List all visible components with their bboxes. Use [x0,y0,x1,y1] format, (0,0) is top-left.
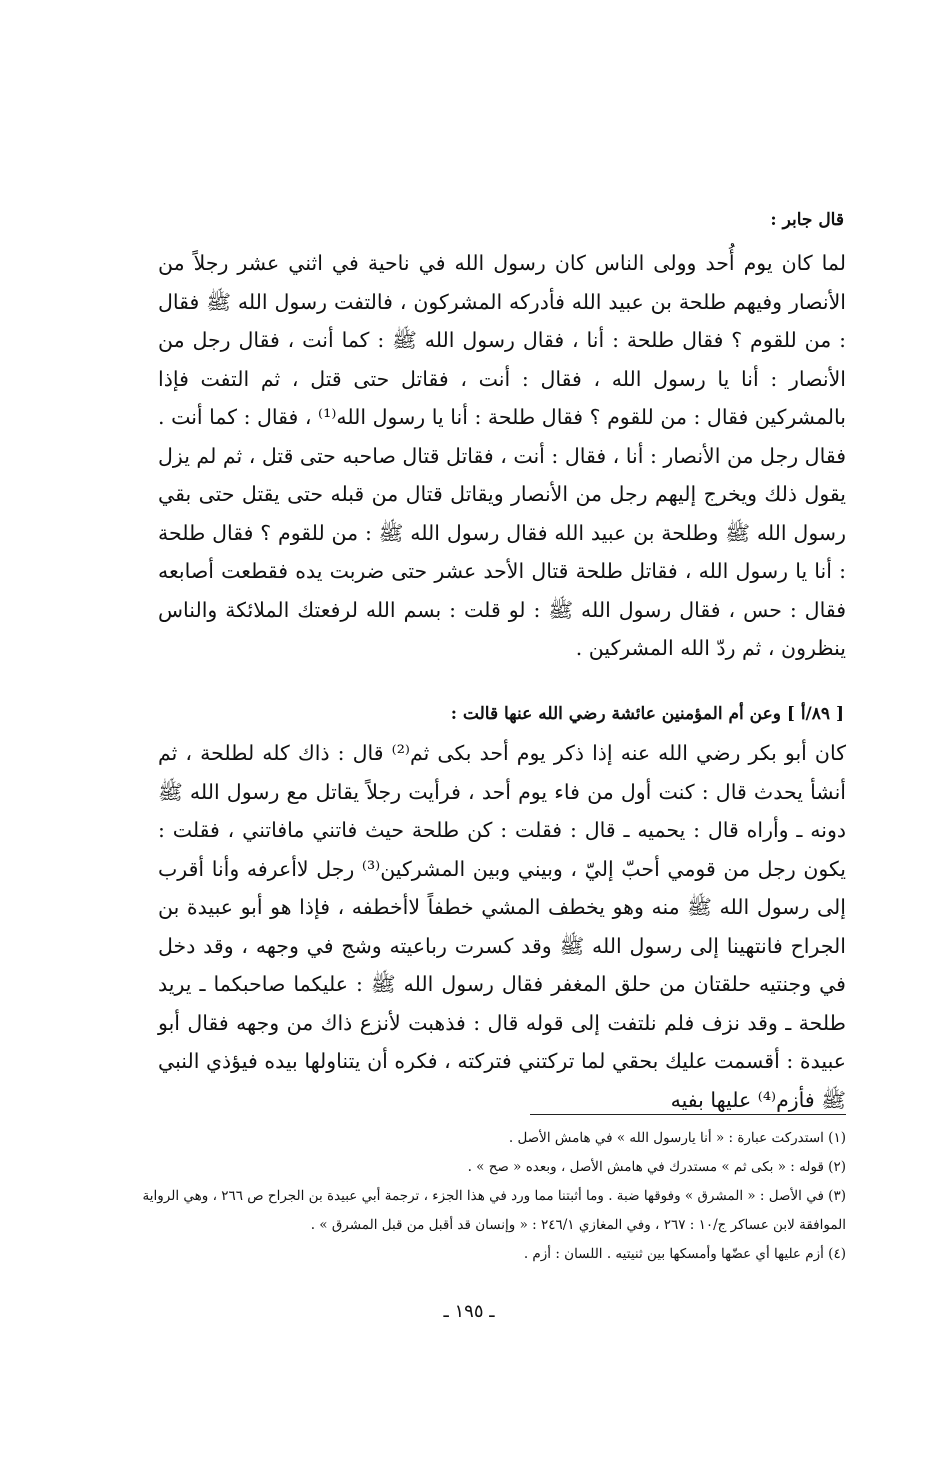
page-number: ـ ١٩٥ ـ [443,1301,495,1322]
main-text-block-2 [158,734,846,1119]
footnote-separator [530,1114,846,1115]
main-text-block-1 [158,244,846,668]
footnotes [140,1124,846,1269]
subsection-heading: [ ٨٩/أ ] وعن أم المؤمنين عائشة رضي الله عنها قالت : [450,704,844,724]
footnote-3: (٣) في الأصل : « المشرق » وفوقها ضبة . وما أثبتنا مما ورد في هذا الجزء ، ترجمة أبي عبيدة بن الجراح ص ٢٦٦ ، وهي الرواية الموافقة لابن عساكر ج/١٠ : ٢٦٧ ، وفي المغازي ٢٤٦/١ : « وإنسان قد أقبل من قبل المشرق » . [142,1188,846,1233]
footnote-1: (١) استدركت عبارة : « أنا يارسول الله » في هامش الأصل . [508,1130,846,1146]
footnote-2: (٢) قوله : « بكى ثم » مستدرك في هامش الأصل ، وبعده « صح » . [467,1159,846,1175]
section-heading: قال جابر : [770,210,844,230]
paragraph-1: لما كان يوم أُحد وولى الناس كان رسول الله في ناحية في اثني عشر رجلاً من الأنصار وفيهم طلحة بن عبيد الله فأدركه المشركون ، فالتفت رسول الله ﷺ فقال : من للقوم ؟ فقال طلحة : أنا ، فقال رسول الله ﷺ : كما أنت ، فقال رجل من الأنصار : أنا يا رسول الله ، فقال : أنت ، فقاتل حتى قتل ، ثم التفت فإذا بالمشركين فقال : من للقوم ؟ فقال طلحة : أنا يا رسول الله⁽¹⁾ ، فقال : كما أنت . فقال رجل من الأنصار : أنا ، فقال : أنت ، فقاتل قتال صاحبه حتى قتل ، ثم لم يزل يقول ذلك ويخرج إليهم رجل من الأنصار ويقاتل قتال من قبله حتى يقتل حتى بقي رسول الله ﷺ وطلحة بن عبيد الله فقال رسول الله ﷺ : من للقوم ؟ فقال طلحة : أنا يا رسول الله ، فقاتل طلحة قتال الأحد عشر حتى ضربت يده فقطعت أصابعه فقال : حس ، فقال رسول الله ﷺ : لو قلت : بسم الله لرفعتك الملائكة والناس ينظرون ، ثم ردّ الله المشركين . [158,251,846,660]
footnote-4: (٤) أزم عليها أي عضّها وأمسكها بين ثنيتيه . اللسان : أزم . [523,1246,846,1262]
paragraph-2: كان أبو بكر رضي الله عنه إذا ذكر يوم أحد بكى ثم⁽²⁾ قال : ذاك كله لطلحة ، ثم أنشأ يحدث قال : كنت أول من فاء يوم أحد ، فرأيت رجلاً يقاتل مع رسول الله ﷺ دونه ـ وأراه قال : يحميه ـ قال : فقلت : كن طلحة حيث فاتني مافاتني ، فقلت : يكون رجل من قومي أحبّ إليّ ، وبيني وبين المشركين⁽³⁾ رجل لاأعرفه وأنا أقرب إلى رسول الله ﷺ منه وهو يخطف المشي خطفاً لاأخطفه ، فإذا هو أبو عبيدة بن الجراح فانتهينا إلى رسول الله ﷺ وقد كسرت رباعيته وشج في وجهه ، وقد دخل في وجنتيه حلقتان من حلق المغفر فقال رسول الله ﷺ : عليكما صاحبكما ـ يريد طلحة ـ وقد نزف فلم نلتفت إلى قوله قال : فذهبت لأنزع ذاك من وجهه فقال أبو عبيدة : أقسمت عليك بحقي لما تركتني فتركته ، فكره أن يتناولها بيده فيؤذي النبي ﷺ فأزم⁽⁴⁾ عليها بفيه [158,741,846,1112]
